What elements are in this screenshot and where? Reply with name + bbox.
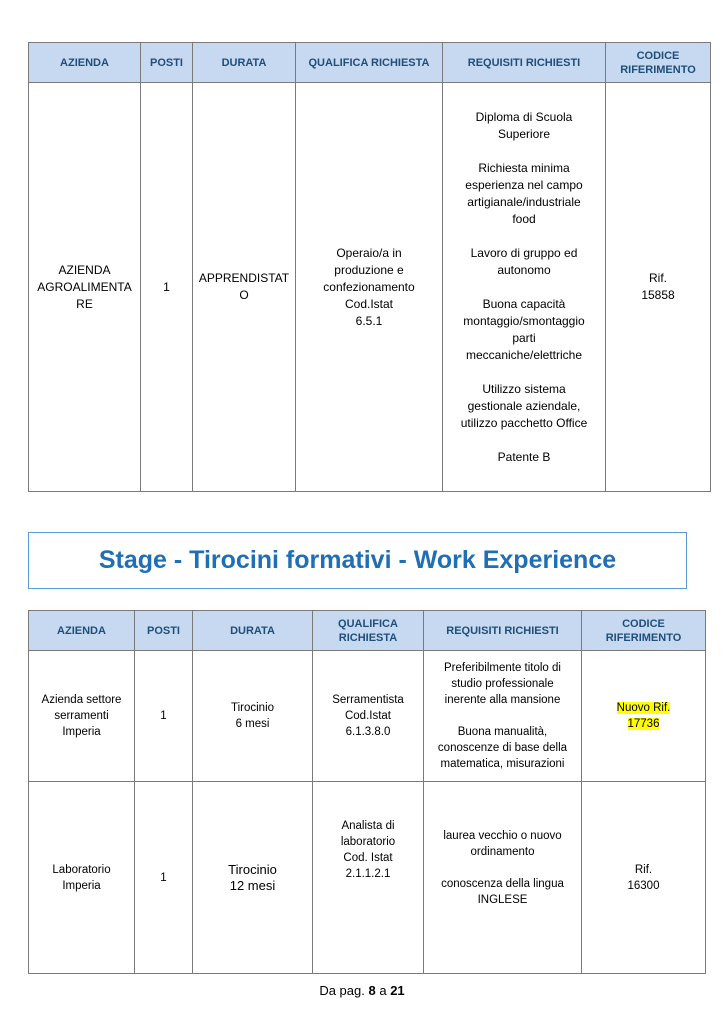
cell-qualifica: Analista di laboratorio Cod. Istat 2.1.1.2.1 [313,782,424,974]
job-table-apprendistato [28,42,711,492]
cell-requisiti: Preferibilmente titolo di studio professionale inerente alla mansione Buona manualità, conoscenze di base della matematica, misurazioni [424,651,582,782]
cell-codice: Rif. 15858 [606,83,711,492]
header-requisiti: REQUISITI RICHIESTI [424,611,582,651]
job-table-tirocini [28,610,706,974]
cell-codice [582,651,706,782]
footer-total-pages: 21 [390,983,405,998]
header-azienda: AZIENDA [29,43,141,83]
header-durata: DURATA [193,43,296,83]
cell-azienda: Azienda settore serramenti Imperia [29,651,135,782]
header-azienda: AZIENDA [29,611,135,651]
cell-durata: Tirocinio 6 mesi [193,651,313,782]
header-durata: DURATA [193,611,313,651]
cell-requisiti: Diploma di Scuola Superiore Richiesta minima esperienza nel campo artigianale/industriale food Lavoro di gruppo ed autonomo Buona capacità montaggio/smontaggio parti meccaniche/elettriche Utilizzo sistema gestionale aziendale, utilizzo pacchetto Office Patente B [443,83,606,492]
header-codice: CODICE RIFERIMENTO [606,43,711,83]
table-row [29,83,711,492]
header-posti: POSTI [141,43,193,83]
cell-posti: 1 [135,782,193,974]
footer-current-page: 8 [368,983,376,998]
cell-durata: Tirocinio 12 mesi [193,782,313,974]
cell-qualifica: Serramentista Cod.Istat 6.1.3.8.0 [313,651,424,782]
codice-highlight-line2: 17736 [627,718,660,730]
footer-prefix: Da pag. [319,983,369,998]
section-title-box [28,532,687,589]
page-footer [0,983,724,998]
footer-middle: a [375,983,391,998]
table-row [29,651,706,782]
header-requisiti: REQUISITI RICHIESTI [443,43,606,83]
cell-requisiti: laurea vecchio o nuovo ordinamento conoscenza della lingua INGLESE [424,782,582,974]
cell-posti: 1 [135,651,193,782]
cell-azienda: Laboratorio Imperia [29,782,135,974]
section-title: Stage - Tirocini formativi - Work Experience [98,546,617,574]
table-row [29,782,706,974]
table-header-row [29,43,711,83]
cell-durata: APPRENDISTAT O [193,83,296,492]
table-header-row [29,611,706,651]
header-posti: POSTI [135,611,193,651]
cell-posti: 1 [141,83,193,492]
cell-codice: Rif. 16300 [582,782,706,974]
header-qualifica: QUALIFICA RICHIESTA [313,611,424,651]
header-codice: CODICE RIFERIMENTO [582,611,706,651]
header-qualifica: QUALIFICA RICHIESTA [296,43,443,83]
cell-qualifica: Operaio/a in produzione e confezionamento Cod.Istat 6.5.1 [296,83,443,492]
cell-azienda: AZIENDA AGROALIMENTA RE [29,83,141,492]
codice-highlight-line1: Nuovo Rif. [616,702,671,714]
